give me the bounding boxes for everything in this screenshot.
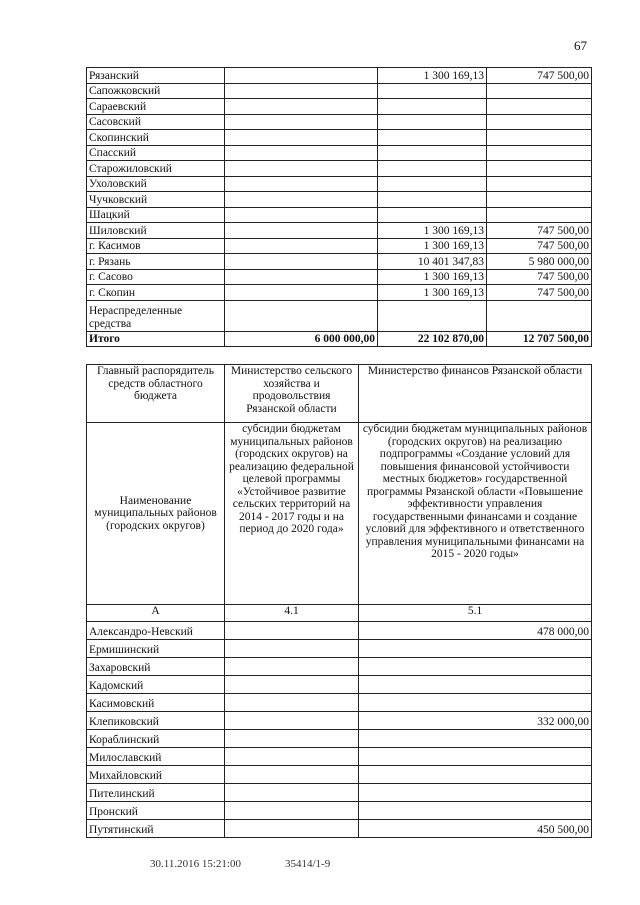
value-cell (225, 748, 359, 766)
table-row (87, 145, 592, 161)
value-cell (487, 192, 592, 208)
header-ministry-agriculture: Министерство сельского хозяйства и продовольствия Рязанской области (225, 365, 359, 423)
value-cell (378, 176, 487, 192)
value-cell: 747 500,00 (487, 238, 592, 254)
municipality-name: Скопинский (87, 130, 225, 146)
table-row (87, 766, 592, 784)
value-cell (359, 676, 592, 694)
value-cell (378, 114, 487, 130)
value-cell (225, 114, 378, 130)
value-cell (487, 99, 592, 115)
value-cell (378, 130, 487, 146)
total-value: 22 102 870,00 (378, 331, 487, 347)
value-cell: 1 300 169,13 (378, 68, 487, 84)
value-cell (225, 300, 378, 331)
value-cell (225, 176, 378, 192)
value-cell (359, 640, 592, 658)
value-cell (378, 207, 487, 223)
value-cell (487, 145, 592, 161)
municipality-name: Шацкий (87, 207, 225, 223)
municipality-name: Ухоловский (87, 176, 225, 192)
value-cell (487, 300, 592, 331)
value-cell (225, 130, 378, 146)
table-row (87, 269, 592, 285)
unallocated-label-line2: средства (89, 317, 132, 330)
budget-table-top (86, 67, 592, 347)
value-cell (378, 83, 487, 99)
value-cell: 747 500,00 (487, 223, 592, 239)
value-cell (225, 145, 378, 161)
value-cell (225, 730, 359, 748)
value-cell (378, 145, 487, 161)
value-cell (378, 192, 487, 208)
municipality-name: Милославский (87, 748, 225, 766)
value-cell (225, 192, 378, 208)
value-cell (225, 766, 359, 784)
municipality-name: Кадомский (87, 676, 225, 694)
value-cell (225, 269, 378, 285)
header-subsidy-finance: субсидии бюджетам муниципальных районов (городских округов) на реализацию подпрограммы «Создание условий для повышения финансовой устойчивости местных бюджетов» государственной программы Рязанской области «Повышение эффективности управления государственными финансами и создание условий для эффективного и ответственного управления муниципальными финансами на 2015 - 2020 годы» (359, 423, 592, 605)
code-5-1: 5.1 (359, 605, 592, 622)
municipality-name: Рязанский (87, 68, 225, 84)
value-cell (225, 238, 378, 254)
unallocated-label-line1: Нераспределенные (89, 304, 183, 317)
value-cell (487, 130, 592, 146)
table-row (87, 207, 592, 223)
table-row (87, 238, 592, 254)
value-cell (225, 254, 378, 270)
municipality-name: Клепиковский (87, 712, 225, 730)
footer-datetime: 30.11.2016 15:21:00 (150, 858, 241, 870)
municipality-name: Сасовский (87, 114, 225, 130)
table-row (87, 712, 592, 730)
page-number: 67 (574, 38, 587, 53)
value-cell (225, 622, 359, 640)
code-a: А (87, 605, 225, 622)
municipality-name: Михайловский (87, 766, 225, 784)
value-cell: 747 500,00 (487, 285, 592, 301)
value-cell (359, 694, 592, 712)
value-cell (359, 766, 592, 784)
table-row (87, 192, 592, 208)
table-row (87, 176, 592, 192)
value-cell (225, 676, 359, 694)
municipality-name: Сапожковский (87, 83, 225, 99)
value-cell (359, 658, 592, 676)
value-cell (225, 712, 359, 730)
value-cell: 10 401 347,83 (378, 254, 487, 270)
municipality-name: Захаровский (87, 658, 225, 676)
value-cell (225, 285, 378, 301)
header-row-subsidy (87, 423, 592, 605)
table-row (87, 254, 592, 270)
total-value: 6 000 000,00 (225, 331, 378, 347)
value-cell (225, 802, 359, 820)
municipality-name: Александро-Невский (87, 622, 225, 640)
total-value: 12 707 500,00 (487, 331, 592, 347)
value-cell (225, 820, 359, 838)
municipality-name: г. Рязань (87, 254, 225, 270)
value-cell: 1 300 169,13 (378, 223, 487, 239)
value-cell (225, 640, 359, 658)
value-cell: 5 980 000,00 (487, 254, 592, 270)
header-row-administrator (87, 365, 592, 423)
table-row-unallocated (87, 300, 592, 331)
value-cell: 450 500,00 (359, 820, 592, 838)
value-cell (359, 802, 592, 820)
municipality-name: Кораблинский (87, 730, 225, 748)
table-row (87, 676, 592, 694)
municipality-name: Старожиловский (87, 161, 225, 177)
budget-table-bottom (86, 364, 592, 838)
value-cell (225, 83, 378, 99)
table-row (87, 730, 592, 748)
value-cell (487, 176, 592, 192)
header-municipality-name: Наименование муниципальных районов (городских округов) (87, 423, 225, 605)
value-cell (225, 161, 378, 177)
code-4-1: 4.1 (225, 605, 359, 622)
table-row (87, 784, 592, 802)
value-cell: 1 300 169,13 (378, 285, 487, 301)
value-cell: 1 300 169,13 (378, 269, 487, 285)
municipality-name: Касимовский (87, 694, 225, 712)
footer-doc-code: 35414/1-9 (285, 858, 331, 870)
municipality-name: Пителинский (87, 784, 225, 802)
value-cell (359, 748, 592, 766)
municipality-name: Шиловский (87, 223, 225, 239)
table-row (87, 68, 592, 84)
table-row (87, 622, 592, 640)
value-cell: 747 500,00 (487, 68, 592, 84)
table-row (87, 748, 592, 766)
value-cell: 478 000,00 (359, 622, 592, 640)
table-row (87, 83, 592, 99)
value-cell (487, 207, 592, 223)
municipality-name: Чучковский (87, 192, 225, 208)
value-cell (378, 161, 487, 177)
municipality-name: г. Касимов (87, 238, 225, 254)
municipality-name: Путятинский (87, 820, 225, 838)
municipality-name: Спасский (87, 145, 225, 161)
value-cell: 1 300 169,13 (378, 238, 487, 254)
value-cell (487, 83, 592, 99)
table-row (87, 161, 592, 177)
municipality-name: Ермишинский (87, 640, 225, 658)
table-row (87, 694, 592, 712)
value-cell (378, 300, 487, 331)
total-label: Итого (87, 331, 225, 347)
value-cell (225, 784, 359, 802)
value-cell (487, 114, 592, 130)
value-cell (225, 658, 359, 676)
table-row (87, 640, 592, 658)
header-row-codes (87, 605, 592, 622)
table-row-total (87, 331, 592, 347)
table-row (87, 130, 592, 146)
header-subsidy-rural: субсидии бюджетам муниципальных районов (городских округов) на реализацию федеральной целевой программы «Устойчивое развитие сельских территорий на 2014 - 2017 годы и на период до 2020 года» (225, 423, 359, 605)
table-row (87, 658, 592, 676)
value-cell (225, 207, 378, 223)
value-cell: 332 000,00 (359, 712, 592, 730)
value-cell (225, 99, 378, 115)
header-ministry-finance: Министерство финансов Рязанской области (359, 365, 592, 423)
municipality-name: Сараевский (87, 99, 225, 115)
value-cell (378, 99, 487, 115)
value-cell (487, 161, 592, 177)
table-row (87, 802, 592, 820)
municipality-name: Пронский (87, 802, 225, 820)
municipality-name: г. Скопин (87, 285, 225, 301)
municipality-name: г. Сасово (87, 269, 225, 285)
table-row (87, 114, 592, 130)
table-row (87, 285, 592, 301)
value-cell: 747 500,00 (487, 269, 592, 285)
table-row (87, 223, 592, 239)
unallocated-label (87, 300, 225, 331)
value-cell (225, 223, 378, 239)
value-cell (225, 68, 378, 84)
table-row (87, 99, 592, 115)
table-row (87, 820, 592, 838)
value-cell (359, 730, 592, 748)
value-cell (225, 694, 359, 712)
value-cell (359, 784, 592, 802)
header-administrator-label: Главный распорядитель средств областного бюджета (87, 365, 225, 423)
